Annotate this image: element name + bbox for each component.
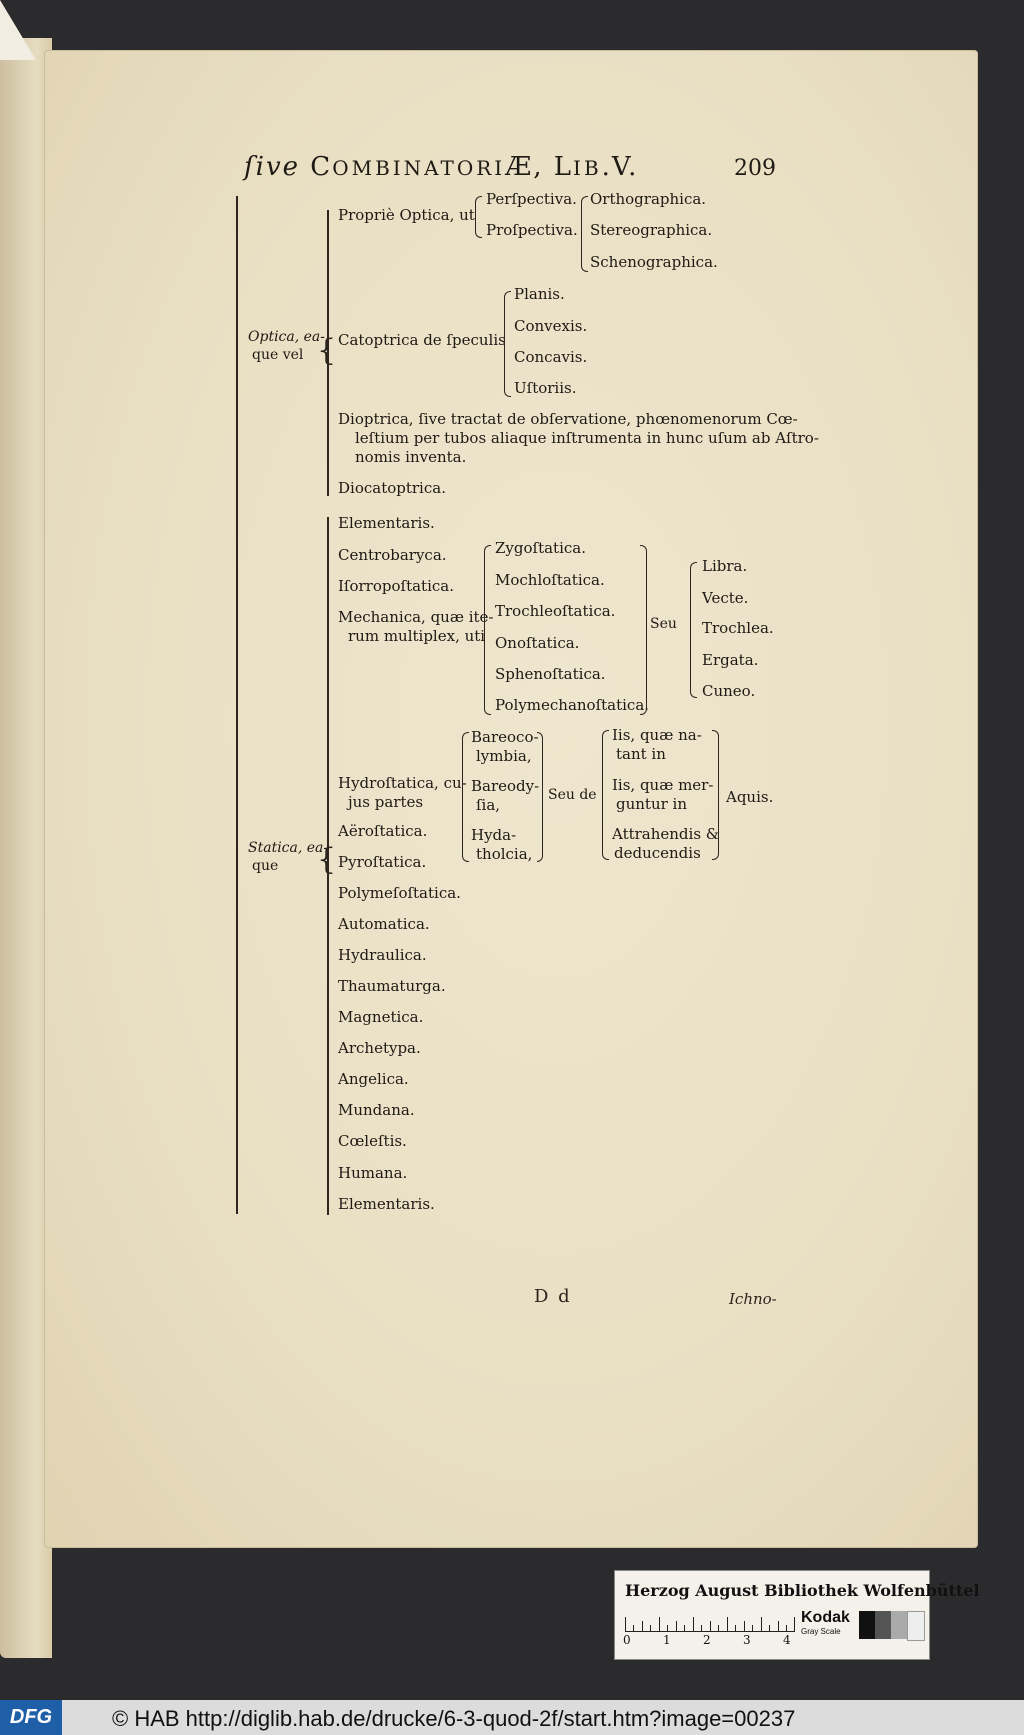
hydrostatica-1: Hydroſtatica, cu- — [338, 774, 467, 792]
copyright-link[interactable]: © HAB http://diglib.hab.de/drucke/6-3-quod-2f/start.htm?image=00237 — [112, 1706, 796, 1731]
automatica: Automatica. — [338, 915, 430, 933]
zygostatica: Zygoſtatica. — [495, 539, 586, 557]
elementaris-top: Elementaris. — [338, 514, 435, 532]
swatch-mid — [891, 1611, 907, 1639]
dioptrica-line-3: nomis inventa. — [355, 448, 467, 466]
archetypa: Archetypa. — [338, 1039, 421, 1057]
onostatica: Onoſtatica. — [495, 634, 580, 652]
iis-merg-1: Iis, quæ mer- — [612, 776, 714, 794]
gray-scale-label: Gray Scale — [801, 1627, 841, 1636]
polymechanostatica: Polymechanoſtatica. — [495, 696, 650, 714]
perspectiva-brace — [475, 196, 482, 238]
mechanica-2: rum multiplex, uti — [348, 627, 486, 645]
statica-label: Statica, ea- — [248, 840, 329, 856]
bareoco-2: lymbia, — [476, 747, 532, 765]
dfg-logo[interactable]: DFG — [0, 1700, 62, 1735]
page-corner — [0, 0, 36, 60]
trochleostatica: Trochleoſtatica. — [495, 602, 616, 620]
libra: Libra. — [702, 557, 748, 575]
hydro-parts-brace — [462, 732, 469, 862]
ruler-num-0: 0 — [623, 1633, 631, 1647]
stereographica: Stereographica. — [590, 221, 713, 239]
aerostatica: Aëroſtatica. — [338, 822, 428, 840]
iis-close-brace — [712, 730, 719, 860]
main-brace-line — [236, 196, 238, 1214]
cuneo: Cuneo. — [702, 682, 756, 700]
prospectiva: Proſpectiva. — [486, 221, 578, 239]
catchword: Ichno- — [729, 1290, 777, 1308]
signature-mark: D d — [534, 1286, 572, 1307]
hydrostatica-2: jus partes — [348, 793, 424, 811]
polymesostatica: Polymeſoſtatica. — [338, 884, 461, 902]
isorropostatica: Iſorropoſtatica. — [338, 577, 454, 595]
library-title: Herzog August Bibliothek Wolfenbüttel — [625, 1581, 980, 1600]
optica-label: Optica, ea- — [248, 329, 325, 345]
swatch-black — [859, 1611, 875, 1639]
ruler-num-1: 1 — [663, 1633, 671, 1647]
statica-label-2: que — [252, 858, 279, 874]
centrobaryca: Centrobaryca. — [338, 546, 447, 564]
ruler-num-4: 4 — [783, 1633, 791, 1647]
swatch-light — [907, 1611, 925, 1641]
library-color-card — [614, 1570, 980, 1660]
elementaris-bottom: Elementaris. — [338, 1195, 435, 1213]
hyda-1: Hyda- — [471, 826, 517, 844]
attrahendis-2: deducendis — [614, 844, 701, 862]
pyrostatica: Pyroſtatica. — [338, 853, 427, 871]
optica-brace: { — [317, 333, 337, 368]
scale-ruler — [625, 1609, 795, 1632]
catoptrica: Catoptrica de ſpeculis — [338, 331, 506, 349]
ustoriis: Uſtoriis. — [514, 379, 577, 397]
perspectiva: Perſpectiva. — [486, 190, 577, 208]
dioptrica-line-1: Dioptrica, ſive tractat de obſervatione, phœnomenorum Cœ- — [338, 410, 798, 428]
coelestis: Cœleſtis. — [338, 1132, 407, 1150]
ergata: Ergata. — [702, 651, 759, 669]
orthographica: Orthographica. — [590, 190, 707, 208]
planis: Planis. — [514, 285, 565, 303]
magnetica: Magnetica. — [338, 1008, 424, 1026]
swatch-dark — [875, 1611, 891, 1639]
angelica: Angelica. — [338, 1070, 409, 1088]
seu-de-label: Seu de — [548, 787, 597, 803]
iis-brace — [602, 730, 609, 860]
viewer-footer-bar — [0, 1700, 1024, 1735]
optica-label-2: que vel — [252, 347, 304, 363]
running-header: ſive COMBINATORIÆ, LIB.V. — [244, 152, 639, 182]
iis-natant-1: Iis, quæ na- — [612, 726, 702, 744]
ruler-num-3: 3 — [743, 1633, 751, 1647]
sphenostatica: Sphenoſtatica. — [495, 665, 606, 683]
diocatoptrica: Diocatoptrica. — [338, 479, 446, 497]
bareody-1: Bareody- — [471, 777, 540, 795]
aquis: Aquis. — [726, 788, 774, 806]
humana: Humana. — [338, 1164, 408, 1182]
bareoco-1: Bareoco- — [471, 728, 539, 746]
hydraulica: Hydraulica. — [338, 946, 427, 964]
book-page — [44, 50, 978, 1548]
iis-merg-2: guntur in — [616, 795, 688, 813]
statica-brace: { — [317, 842, 337, 877]
convexis: Convexis. — [514, 317, 588, 335]
mundana: Mundana. — [338, 1101, 415, 1119]
page-number: 209 — [734, 156, 776, 181]
seu-label: Seu — [650, 616, 677, 632]
hydro-parts-close-brace — [537, 732, 543, 862]
proprie-optica: Propriè Optica, ut — [338, 206, 475, 224]
dioptrica-line-2: leſtium per tubos aliaque inſtrumenta in hunc uſum ab Aſtro- — [355, 429, 819, 447]
hyda-2: tholcia, — [476, 845, 533, 863]
mechanica-close-brace — [640, 545, 647, 715]
graphica-brace — [581, 196, 588, 272]
mechanica-1: Mechanica, quæ ite- — [338, 608, 494, 626]
iis-natant-2: tant in — [616, 745, 666, 763]
vecte: Vecte. — [702, 589, 749, 607]
speculis-brace — [504, 291, 511, 397]
kodak-logo: Kodak — [801, 1609, 850, 1626]
machines-brace — [690, 562, 697, 698]
bareody-2: ſia, — [476, 796, 501, 814]
attrahendis-1: Attrahendis & — [612, 825, 720, 843]
concavis: Concavis. — [514, 348, 588, 366]
schenographica: Schenographica. — [590, 253, 718, 271]
mechanica-brace — [484, 545, 491, 715]
trochlea: Trochlea. — [702, 619, 774, 637]
mochlostatica: Mochloſtatica. — [495, 571, 605, 589]
thaumaturga: Thaumaturga. — [338, 977, 446, 995]
ruler-num-2: 2 — [703, 1633, 711, 1647]
